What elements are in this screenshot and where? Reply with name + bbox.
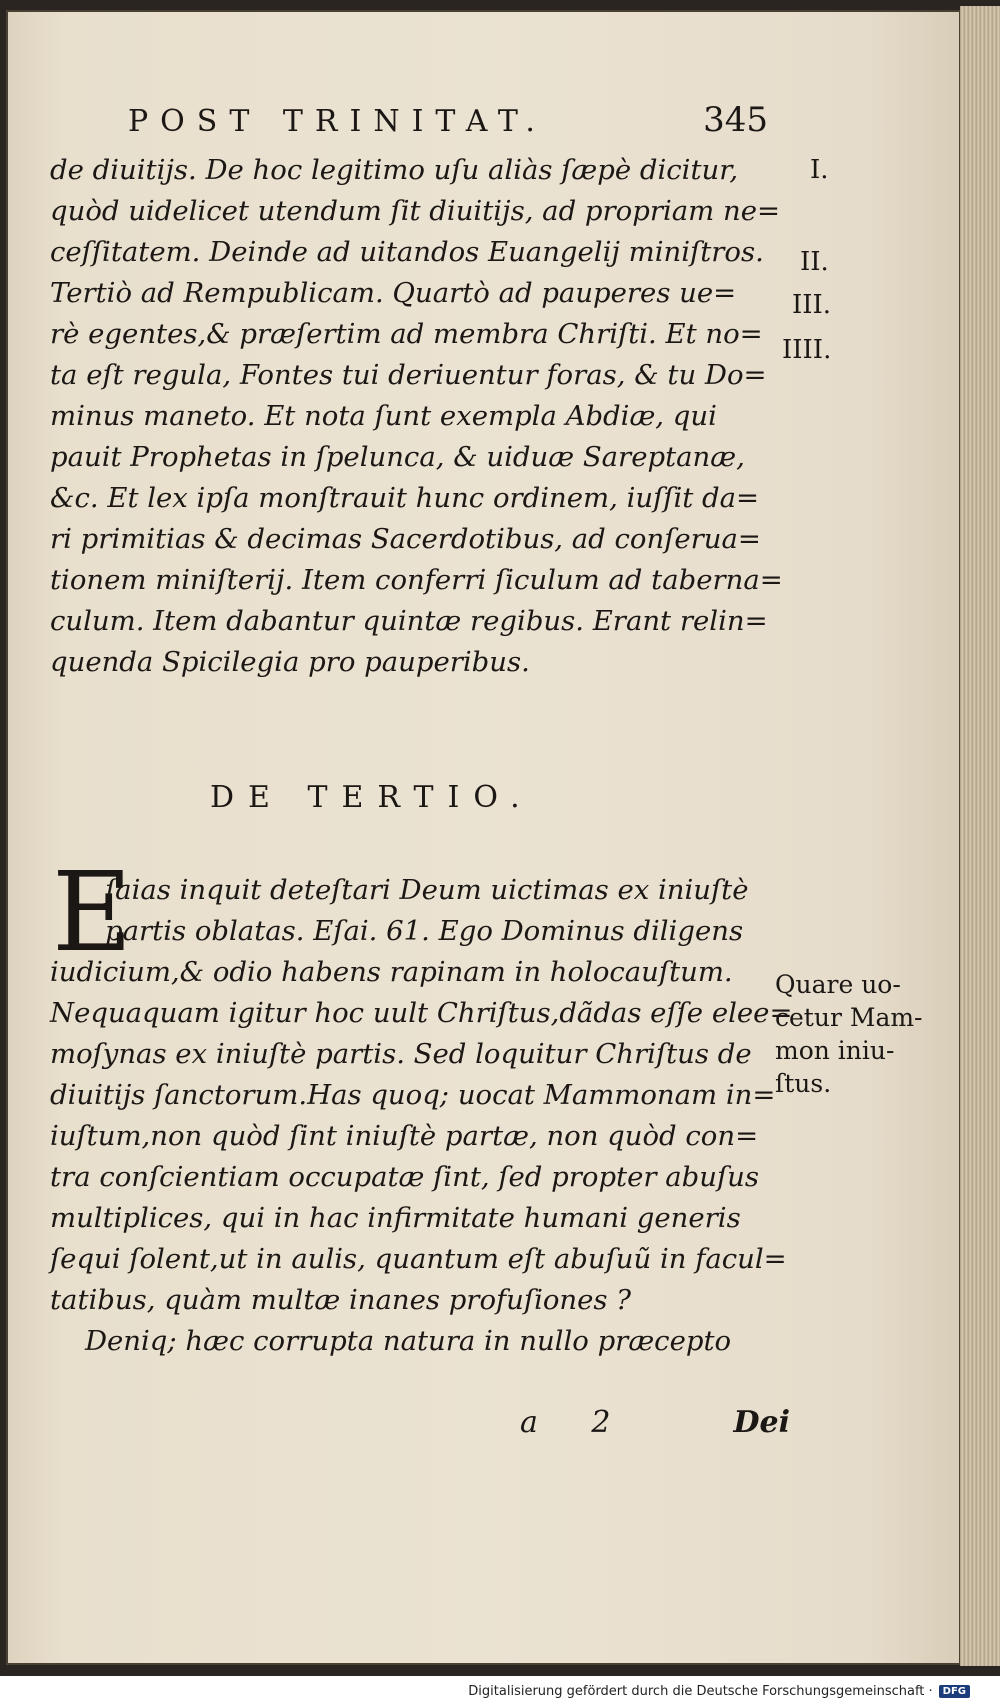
text-line: ta eſt regula, Fontes tui deriuentur foras, & tu Do= [50,359,767,391]
text-line: ſaias inquit deteſtari Deum uictimas ex iniuſtè [105,874,749,906]
text-line: iuſtum,non quòd ſint iniuſtè partæ, non quòd con= [50,1120,759,1152]
text-line: tatibus, quàm multæ inanes profuſiones ? [50,1284,632,1316]
text-line: minus maneto. Et nota ſunt exempla Abdiæ, qui [50,400,717,432]
paragraph-1 [50,150,783,683]
text-line: ſequi ſolent,ut in aulis, quantum eſt abuſuũ in facul= [50,1243,787,1275]
credit-text: Digitalisierung gefördert durch die Deutsche Forschungsgemeinschaft · [468,1684,933,1699]
text-line: Tertiò ad Rempublicam. Quartò ad pauperes ue= [50,277,737,309]
running-header [128,100,768,140]
margin-note [775,968,925,1100]
text-line: ceſſitatem. Deinde ad uitandos Euangelij miniſtros. [50,236,764,268]
drop-cap: E [52,848,133,976]
text-line: diuitijs ſanctorum.Has quoq; uocat Mammonam in= [50,1079,776,1111]
margin-note-line: ſtus. [775,1069,832,1098]
dfg-logo-icon: DFG [939,1685,970,1698]
margin-note-line: Quare uo- [775,970,901,999]
margin-numeral: I. [810,155,829,185]
text-line: rè egentes,& præſertim ad membra Chriſti. Et no= [50,318,763,350]
margin-numeral: III. [792,290,832,320]
header-title: POST TRINITAT. [128,104,547,139]
text-line: ri primitias & decimas Sacerdotibus, ad conſerua= [50,523,761,555]
margin-note-line: cetur Mam- [775,1003,923,1032]
text-line: iudicium,& odio habens rapinam in holocauſtum. [50,956,733,988]
digitization-credit [468,1684,970,1699]
margin-numeral: II. [800,247,829,277]
text-line: Deniq; hæc corrupta natura in nullo præcepto [50,1325,732,1357]
text-line: quòd uidelicet utendum ſit diuitijs, ad propriam ne= [50,195,781,227]
section-heading: DE TERTIO. [210,780,534,815]
signature-line [520,1405,790,1440]
margin-numeral: IIII. [782,335,832,365]
text-line: pauit Prophetas in ſpelunca, & uiduæ Sareptanæ, [50,441,745,473]
text-line: partis oblatas. Eſai. 61. Ego Dominus diligens [105,915,744,947]
page-number: 345 [703,100,768,140]
text-line: de diuitijs. De hoc legitimo uſu aliàs ſæpè dicitur, [50,154,739,186]
catchword: Dei [733,1405,790,1440]
text-line: multiplices, qui in hac infirmitate humani generis [50,1202,741,1234]
text-line: Nequaquam igitur hoc uult Chriſtus,dãdas eſſe elee= [50,997,793,1029]
text-line: &c. Et lex ipſa monſtrauit hunc ordinem, iuſſit da= [50,482,760,514]
text-line: tionem miniſterij. Item conferri ſiculum ad taberna= [50,564,783,596]
text-line: moſynas ex iniuſtè partis. Sed loquitur Chriſtus de [50,1038,752,1070]
paragraph-2 [50,870,793,1362]
signature-mark: a 2 [520,1405,633,1440]
page-edges [960,6,1000,1666]
text-line: tra conſcientiam occupatæ ſint, ſed propter abuſus [50,1161,759,1193]
text-line: culum. Item dabantur quintæ regibus. Erant relin= [50,605,768,637]
text-line: quenda Spicilegia pro pauperibus. [50,646,530,678]
margin-note-line: mon iniu- [775,1036,895,1065]
